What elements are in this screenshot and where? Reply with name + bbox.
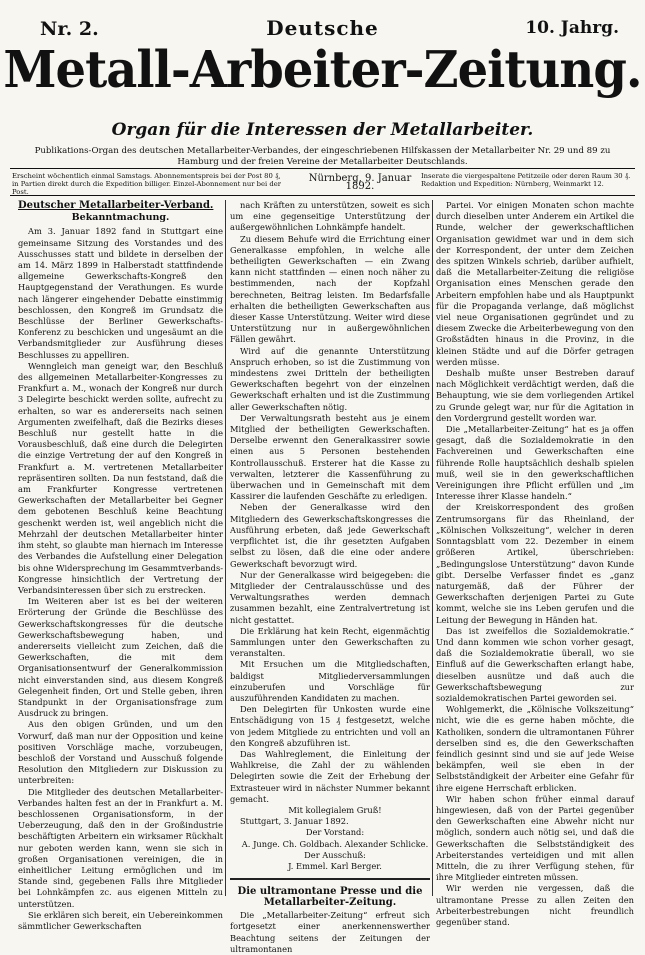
signature-place-date: Stuttgart, 3. Januar 1892. <box>240 816 349 827</box>
paragraph: Wir haben schon früher einmal darauf hingewiesen, daß von der Partei gegenüber den Gewerkschaften eine Abwehr nicht nur möglich, sondern auch nötig sei, und daß die Gewerkschaften die Selbstständigkeit des Arbeiterstandes verteidigen und mit allen Mitteln, die zu ihrer Verfügung stehen, für ihre Mitglieder eintreten müssen. <box>436 793 634 883</box>
paragraph: Das Wahlreglement, die Einleitung der Wahlkreise, die Zahl der zu wählenden Delegirten sowie die Zeit der Erhebung der Extrasteuer wird in nächster Nummer bekannt gemacht. <box>230 748 430 804</box>
paragraph: der Kreiskorrespondent des großen Zentrumsorgans für das Rheinland, der „Kölnischen Volkszeitung“, welcher in deren Sonntagsblatt vom 22. Dezember in einem größeren Artikel, überschrieben: „Bedingungslose Unterstützung“ davon Kunde gibt. Derselbe Verfasser findet es „ganz naturgemäß, daß der Führer der Gewerkschaften derjenigen Partei zu Gute kommt, welche sie ins Leben gerufen und die Leitung der Bewegung in Händen hat. <box>436 502 634 625</box>
publication-line: Publikations-Organ des deutschen Metallarbeiter-Verbandes, der eingeschriebenen Hilfskassen der Metallarbeiter Nr. 29 und 89 zu Hamburg und der freien Vereine der Metallarbeiter Deutschlands. <box>34 146 611 167</box>
masthead-deutsche: Deutsche <box>266 16 379 40</box>
greeting: Mit kollegialem Gruß! <box>288 804 382 815</box>
paragraph: Die Erklärung hat kein Recht, eigenmächtig Sammlungen unter den Gewerkschaften zu veranstalten. <box>230 625 430 659</box>
subscription-info: Erscheint wöchentlich einmal Samstags. Abonnementspreis bei der Post 80 ₰, in Partien direkt durch die Expedition billiger. Einzel-Abonnement nur bei der Post. <box>12 172 282 196</box>
paragraph: Am 3. Januar 1892 fand in Stuttgart eine gemeinsame Sitzung des Vorstandes und des Ausschusses statt und bildete in derselben der am 14. März 1899 in Halberstadt stattfindende allgemeine Gewerkschafts-Kongreß den Hauptgegenstand der Verathungen. Es wurde nach längerer eingehender Debatte einstimmig beschlossen, den Kongreß im Grundsatz die Beschlüsse der Berliner Gewerkschafts-Konferenz zu beschicken und ungesäumt an die Verbandsmitglieder zur Ausführung dieses Beschlusses zu appelliren. <box>18 226 223 360</box>
signature-names: A. Junge. Ch. Goldbach. Alexander Schlicke. <box>241 838 429 849</box>
signature-label: Der Vorstand: <box>305 827 365 838</box>
paragraph: Der Verwaltungsrath besteht aus je einem Mitglied der betheiligten Gewerkschaften. Derselbe erwennt den Generalkassirer sowie einen aus 5 Personen bestehenden Kontrollausschuß. Ersterer hat die Kasse zu verwalten, letzterer die Kassenführung zu überwachen und in Gemeinschaft mit dem Kassirer die laufenden Geschäfte zu erledigen. <box>230 412 430 502</box>
masthead-subtitle: Organ für die Interessen der Metallarbeiter. <box>111 120 534 140</box>
volume-year: 10. Jahrg. <box>525 18 619 38</box>
info-bar <box>10 168 635 196</box>
paragraph: Das ist zweifellos die Sozialdemokratie.“ Und dann kommen wie schon vorher gesagt, daß die Sozialdemokratie überall, wo sie Einfluß auf die Gewerkschaften erlangt habe, dieselben ausnütze und daß auch die Gewerkschaftsbewegung zur sozialdemokratischen Partei geworden sei. <box>436 625 634 703</box>
column-divider <box>225 200 226 896</box>
column-3 <box>436 200 634 927</box>
paragraph: Deshalb mußte unser Bestreben darauf nach Möglichkeit verdächtigt werden, daß die Behauptung, wie sie dem vorliegenden Artikel zu Grunde gelegt war, nur für die Agitation in den Vordergrund gestellt worden war. <box>436 368 634 423</box>
paragraph: Die „Metallarbeiter-Zeitung“ hat es ja offen gesagt, daß die Sozialdemokratie in den Fachvereinen und Gewerkschaften eine führende Rolle hauptsächlich deshalb spielen muß, weil sie in den gewerkschaftlichen Vereinigungen ihre Pflicht erfüllen und „im Interesse ihrer Klasse handeln.“ <box>436 424 634 502</box>
paragraph: nach Kräften zu unterstützen, soweit es sich um eine gegenseitige Unterstützung der außergewöhnlichen Lohnkämpfe handelt. <box>230 200 430 233</box>
paragraph: Wohlgemerkt, die „Kölnische Volkszeitung“ nicht, wie die es gerne haben möchte, die Katholiken, sondern die ultramontanen Führer derselben sind es, die den Gewerkschaften feindlich gesinnt sind und sie auf jede Weise bekämpfen, weil sie eben in der Selbstständigkeit der Arbeiter eine Gefahr für ihre eigene Herrschaft erblicken. <box>436 704 634 793</box>
section-rule <box>230 878 430 880</box>
paragraph: Den Delegirten für Unkosten wurde eine Entschädigung von 15 ₰ festgesetzt, welche von jedem Mitgliede zu entrichten und voll an den Kongreß abzuführen ist. <box>230 704 430 748</box>
advertising-info: Inserate die viergespaltene Petitzeile oder deren Raum 30 ₰. Redaktion und Expedition: Nürnberg, Weinmarkt 12. <box>421 172 631 188</box>
paragraph: Neben der Generalkasse wird den Mitgliedern des Gewerkschaftskongresses die Ausführung erbeten, daß jede Gewerkschaft verpflichtet ist, die ihr gesetzten Aufgaben selbst zu lösen, daß die eine oder andere Gewerkschaft bevorzugt wird. <box>230 502 430 569</box>
dateline: Nürnberg, 9. Januar 1892. <box>308 173 412 192</box>
paragraph: Sie erklären sich bereit, ein Uebereinkommen sämmtlicher Gewerkschaften <box>18 909 223 931</box>
masthead-title: Metall-Arbeiter-Zeitung. <box>3 40 642 100</box>
paragraph: Mit Ersuchen um die Mitgliedschaften, baldigst Mitgliederversammlungen einzuberufen und Vorschläge für auszuführenden Kandidaten zu machen. <box>230 659 430 703</box>
signature-names: J. Emmel. Karl Berger. <box>288 860 382 871</box>
paragraph: Wird auf die genannte Unterstützung Anspruch erhoben, so ist die Zustimmung von mindestens zwei Dritteln der betheiligten Gewerkschaften begehrt von der einzelnen Gewerkschaft erhalten und ist die Zustimmung aller Gewerkschaften nötig. <box>230 345 430 412</box>
paragraph: Aus den obigen Gründen, und um den Vorwurf, daß man nur der Opposition und keine positiven Vorschläge mache, vorzubeugen, beschloß der Vorstand und Ausschuß folgende Resolution den Mitgliedern zur Diskussion zu unterbreiten: <box>18 719 223 786</box>
paragraph: Die „Metallarbeiter-Zeitung“ erfreut sich fortgesetzt einer anerkennenswerther Beachtung seitens der Zeitungen der ultramontanen <box>230 910 430 954</box>
paragraph: Im Weiteren aber ist es bei der weiteren Erörterung der Gründe die Beschlüsse des Gewerkschaftskongresses für die deutsche Gewerkschaftsbewegung haben, und andererseits vielleicht zum Zeichen, daß die Gewerkschaften, die mit dem Organisationsentwurf der Generalkommission nicht einverstanden sind, aus diesem Kongreß Gelegenheit finden, Ort und Stelle geben, ihren Standpunkt in der Organisationsfrage zum Ausdruck zu bringen. <box>18 596 223 719</box>
paragraph: Zu diesem Behufe wird die Errichtung einer Generalkasse empfohlen, in welche alle betheiligten Gewerkschaften — ein Zwang kann nicht stattfinden — einen noch näher zu bestimmenden, nach der Kopfzahl berechneten, Beitrag leisten. Im Bedarfsfalle erhalten die betheiligten Gewerkschaften aus dieser Kasse Unterstützung. Weiter wird diese Unterstützung nur in außergewöhnlichen Fällen gewährt. <box>230 233 430 345</box>
article-columns <box>18 200 635 954</box>
header-top-line <box>0 14 645 42</box>
section-heading: Deutscher Metallarbeiter-Verband. <box>18 200 214 211</box>
paragraph: Wenngleich man geneigt war, den Beschluß des allgemeinen Metallarbeiter-Kongresses zu Frankfurt a. M., wonach der Kongreß nur durch 3 Delegirte beschickt werden sollte, aufrecht zu erhalten, so war es andererseits nach seinen Argumenten zweifelhaft, daß die Bezirks dieses Beschluß nur gestellt hatte in die Vorausbeschluß, daß eine durch die Delegirten die einzige Vertretung der auf den Kongreß in Frankfurt a. M. vertretenen Metallarbeiter repräsentiren sollten. Da nun feststand, daß die am Frankfurter Kongresse vertretenen Gewerkschaften der Metallarbeiter bei Gegner dem gebotenen Beschluß keine Beachtung geschenkt werden ist, weil angeblich nicht die Mehrzahl der deutschen Metallarbeiter hinter ihm steht, so glaubte man hiernach im Interesse des Verbandes die Aufstellung einer Delegation bis ohne Widersprechung im Gesammtverbands-Kongresse hinsichtlich der Vertretung der Verbandsinteressen über sich zu erstrecken. <box>18 360 223 595</box>
paragraph: Nur der Generalkasse wird beigegeben: die Mitglieder der Centralausschüsse und des Verwaltungsrathes werden demnach zusammen bezahlt, eine Zentralvertretung ist nicht gestattet. <box>230 569 430 625</box>
paragraph: Die Mitglieder des deutschen Metallarbeiter-Verbandes halten fest an der in Frankfurt a. M. beschlossenen Organisationsform, in der Ueberzeugung, daß den in der Großindustrie beschäftigten Arbeitern ein wirksamer Rückhalt nur geboten werden kann, wenn sie sich in großen Organisationen vereinigen, die in einheitlicher Leitung ermöglichen und im Stande sind, gegebenen Falls ihre Mitglieder bei Lohnkämpfen zc. aus eigenen Mitteln zu unterstützen. <box>18 786 223 909</box>
article-title: Die ultramontane Presse und die Metallarbeiter-Zeitung. <box>237 885 423 908</box>
column-2 <box>230 200 430 954</box>
paragraph: Partei. Vor einigen Monaten schon machte durch dieselben unter Anderem ein Artikel die Runde, welcher der gewerkschaftlichen Organisation gewidmet war und in dem sich der Korrespondent, der unter dem Zeichen des spitzen Winkels schrieb, darüber aufhielt, daß die Metallarbeiter-Zeitung die religiöse Organisation eines Menschen gerade den Arbeitern empfohlen habe und als Hauptpunkt für die Propaganda verlange, daß möglichst viel neue Organisationen gegründet und zu diesem Zwecke die Arbeiterbewegung von den Großstädten hinaus in die Provinz, in die kleinen Städte und auf die Dörfer getragen werden müsse. <box>436 200 634 367</box>
paragraph: Wir werden nie vergessen, daß die ultramontane Presse zu allen Zeiten den Arbeiterbestrebungen nicht freundlich gegenüber stand. <box>436 883 634 927</box>
column-divider <box>432 200 433 896</box>
column-1 <box>18 200 223 931</box>
signature-label: Der Ausschuß: <box>304 849 366 860</box>
announcement-heading: Bekanntmachung. <box>71 212 170 224</box>
issue-number: Nr. 2. <box>40 18 99 40</box>
